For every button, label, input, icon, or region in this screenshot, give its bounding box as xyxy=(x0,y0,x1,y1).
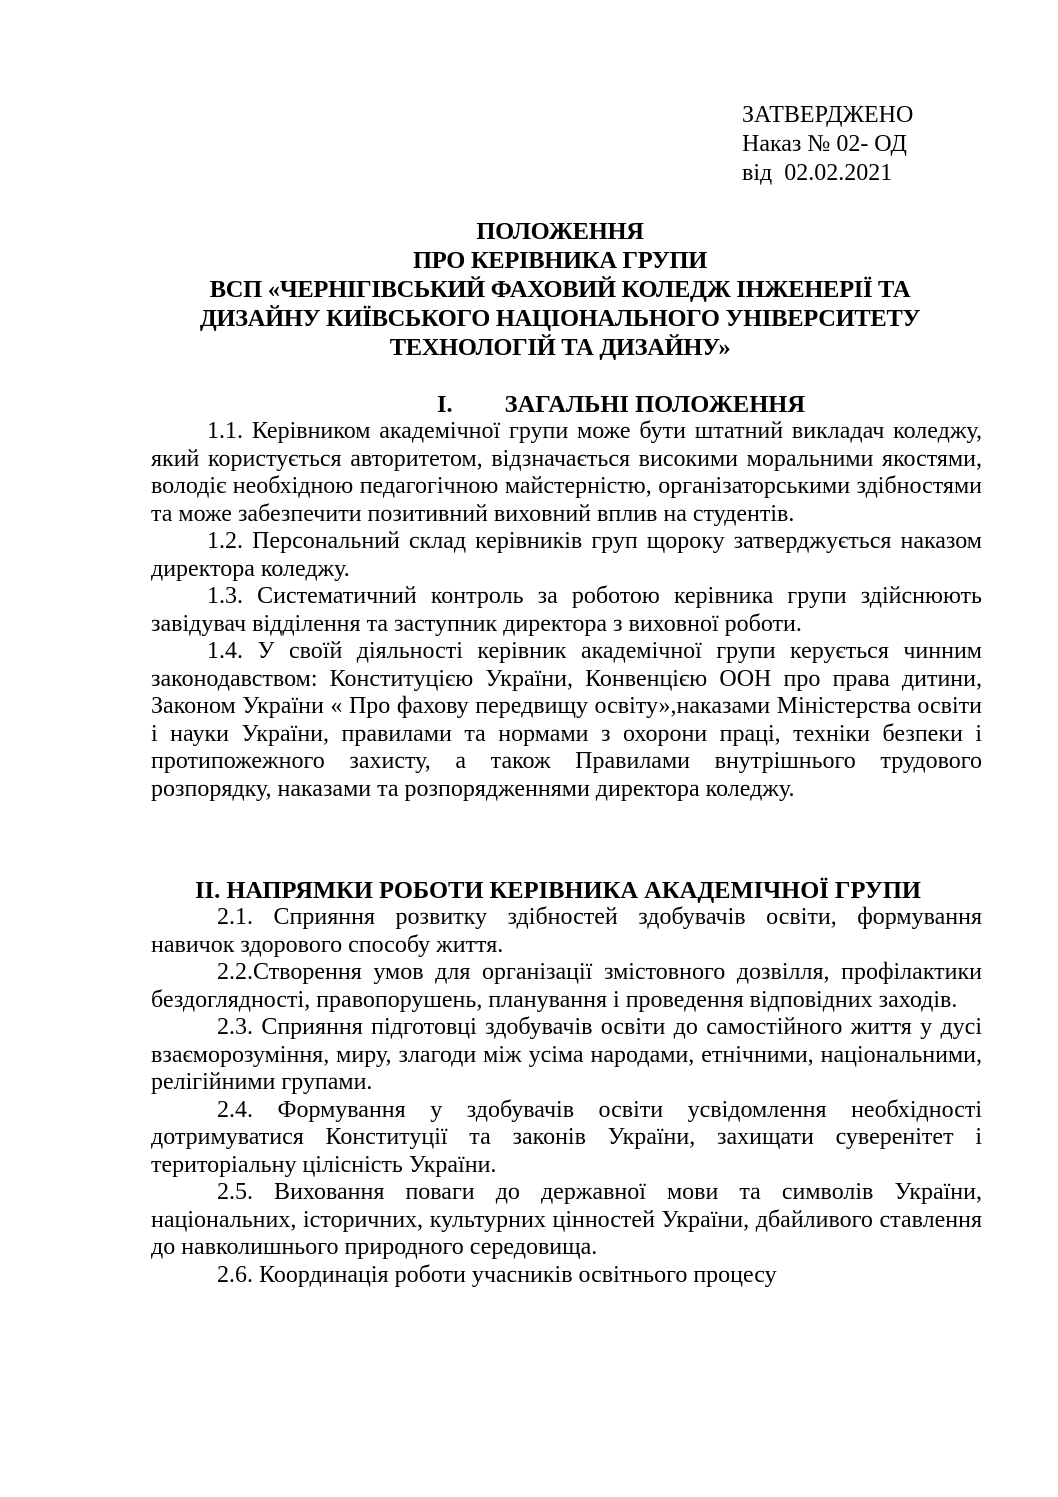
approval-label: ЗАТВЕРДЖЕНО xyxy=(742,102,914,128)
paragraph: 2.1. Сприяння розвитку здібностей здобувачів освіти, формування навичок здорового способу життя. xyxy=(151,904,982,958)
section-number: ІІ. xyxy=(195,877,221,904)
title-line: ТЕХНОЛОГІЙ ТА ДИЗАЙНУ» xyxy=(389,334,731,361)
section-title: НАПРЯМКИ РОБОТИ КЕРІВНИКА АКАДЕМІЧНОЇ ГРУПИ xyxy=(226,877,921,904)
paragraph: 2.6. Координація роботи учасників освітнього процесу xyxy=(217,1261,777,1288)
section-1-body xyxy=(151,418,982,803)
title-line: ДИЗАЙНУ КИЇВСЬКОГО НАЦІОНАЛЬНОГО УНІВЕРСИТЕТУ xyxy=(199,305,921,332)
section-title: ЗАГАЛЬНІ ПОЛОЖЕННЯ xyxy=(504,391,806,418)
paragraph: 2.3. Сприяння підготовці здобувачів освіти до самостійного життя у дусі взаєморозуміння, миру, злагоди між усіма народами, етнічними, національними, релігійними групами. xyxy=(151,1014,982,1095)
section-1-heading xyxy=(437,390,805,419)
section-2-body xyxy=(151,904,982,1289)
paragraph: 1.4. У своїй діяльності керівник академічної групи керується чинним законодавством: Конституцією України, Конвенцією ООН про права дитини, Законом України « Про фахову передвищу освіту»,наказами Міністерства освіти і науки України, правилами та нормами з охорони праці, техніки безпеки і протипожежного захисту, а також Правилами внутрішнього трудового розпорядку, наказами та розпорядженнями директора коледжу. xyxy=(151,638,982,802)
approval-stamp xyxy=(742,101,913,188)
paragraph: 2.4. Формування у здобувачів освіти усвідомлення необхідності дотримуватися Конституції та законів України, захищати суверенітет і територіальну цілісність України. xyxy=(151,1096,982,1178)
order-number: Наказ № 02- ОД xyxy=(742,131,907,157)
document-title xyxy=(150,217,970,362)
title-line: ВСП «ЧЕРНІГІВСЬКИЙ ФАХОВИЙ КОЛЕДЖ ІНЖЕНЕРІЇ ТА xyxy=(209,276,911,303)
order-date: від 02.02.2021 xyxy=(742,160,893,186)
section-number: I. xyxy=(437,391,453,418)
paragraph: 1.2. Персональний склад керівників груп щороку затверджується наказом директора коледжу. xyxy=(151,528,982,582)
paragraph: 1.1. Керівником академічної групи може бути штатний викладач коледжу, який користується авторитетом, відзначається високими моральними якостями, володіє необхідною педагогічною майстерністю, організаторськими здібностями та може забезпечити позитивний виховний вплив на студентів. xyxy=(151,418,982,527)
title-line: ПРО КЕРІВНИКА ГРУПИ xyxy=(412,247,708,274)
paragraph: 1.3. Систематичний контроль за роботою керівника групи здійснюють завідувач відділення та заступник директора з виховної роботи. xyxy=(151,583,982,637)
section-2-heading xyxy=(195,876,921,905)
title-line: ПОЛОЖЕННЯ xyxy=(476,218,644,245)
paragraph: 2.5. Виховання поваги до державної мови та символів України, національних, історичних, культурних цінностей України, дбайливого ставлення до навколишнього природного середовища. xyxy=(151,1179,982,1260)
paragraph: 2.2.Створення умов для організації змістовного дозвілля, профілактики бездоглядності, правопорушень, планування і проведення відповідних заходів. xyxy=(151,959,982,1013)
